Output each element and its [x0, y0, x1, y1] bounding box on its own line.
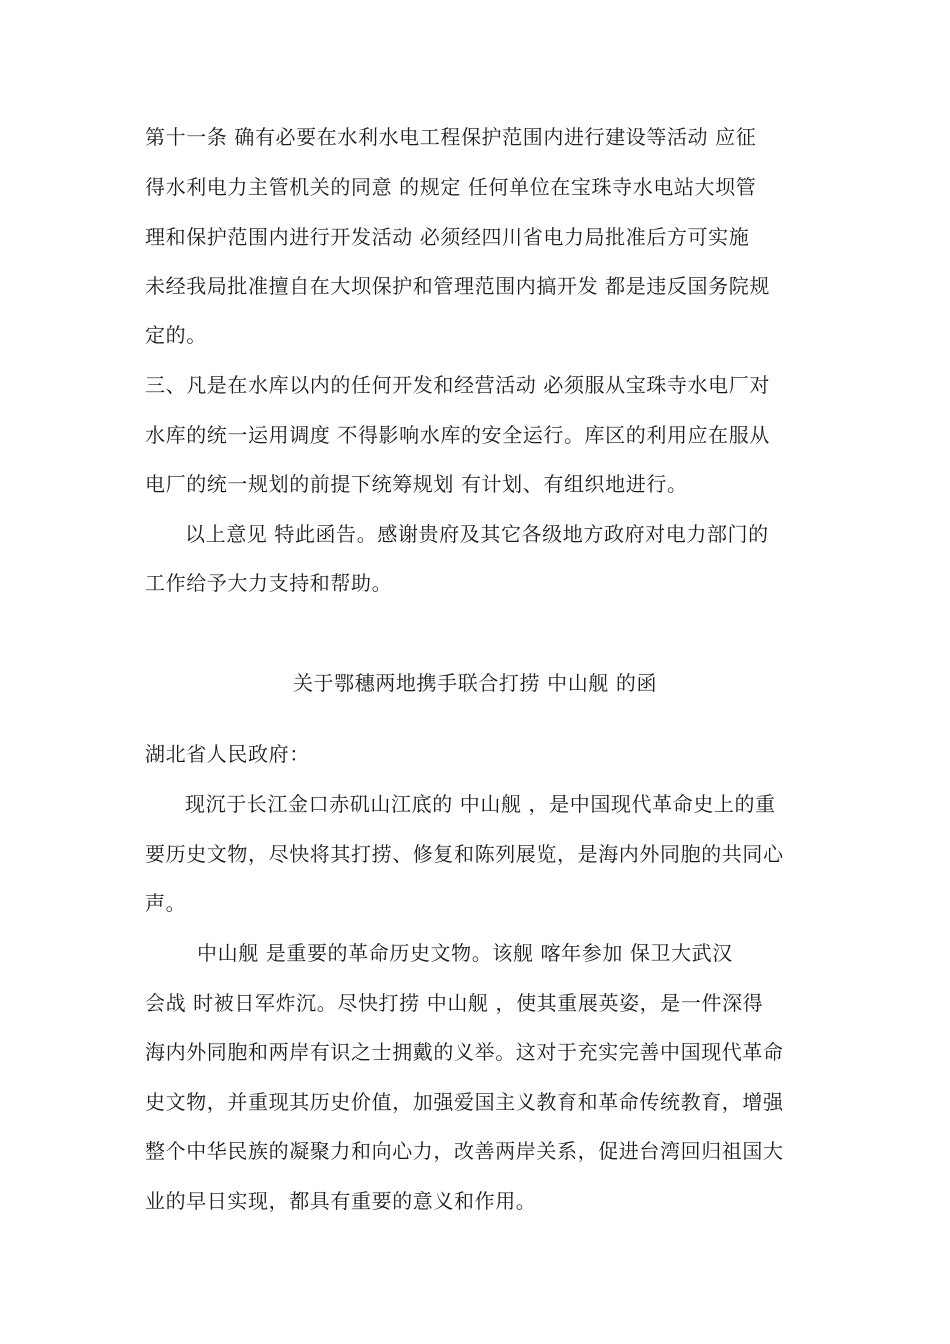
text-line: 会战 时被日军炸沉。尽快打捞 中山舰 ，使其重展英姿，是一件深得	[145, 991, 764, 1015]
text-line: 水库的统一运用调度 不得影响水库的安全运行。库区的利用应在服从	[145, 423, 770, 447]
text-line: 海内外同胞和两岸有识之士拥戴的义举。这对于充实完善中国现代革命	[145, 1040, 784, 1064]
text-line: 得水利电力主管机关的同意 的规定 任何单位在宝珠寺水电站大坝管	[145, 175, 757, 199]
text-line: 声。	[145, 891, 187, 915]
text-line: 现沉于长江金口赤矶山江底的 中山舰 ，是中国现代革命史上的重	[185, 792, 776, 816]
text-line: 定的。	[145, 323, 207, 347]
text-line: 史文物，并重现其历史价值，加强爱国主义教育和革命传统教育，增强	[145, 1090, 784, 1114]
text-line: 三、凡是在水库以内的任何开发和经营活动 必须服从宝珠寺水电厂对	[145, 373, 770, 397]
text-line: 中山舰 是重要的革命历史文物。该舰 喀年参加 保卫大武汉	[197, 941, 733, 965]
text-line: 业的早日实现，都具有重要的意义和作用。	[145, 1189, 537, 1213]
salutation: 湖北省人民政府：	[145, 742, 310, 766]
text-line: 第十一条 确有必要在水利水电工程保护范围内进行建设等活动 应征	[145, 125, 757, 149]
text-line: 要历史文物，尽快将其打捞、修复和陈列展览，是海内外同胞的共同心	[145, 842, 784, 866]
text-line: 以上意见 特此函告。感谢贵府及其它各级地方政府对电力部门的	[185, 522, 769, 546]
text-line: 理和保护范围内进行开发活动 必须经四川省电力局批准后方可实施	[145, 225, 750, 249]
text-line: 工作给予大力支持和帮助。	[145, 571, 393, 595]
text-line: 未经我局批准擅自在大坝保护和管理范围内搞开发 都是违反国务院规	[145, 274, 770, 298]
text-line: 整个中华民族的凝聚力和向心力，改善两岸关系，促进台湾回归祖国大	[145, 1139, 784, 1163]
text-line: 电厂的统一规划的前提下统筹规划 有计划、有组织地进行。	[145, 472, 688, 496]
letter-title: 关于鄂穗两地携手联合打捞 中山舰 的函	[292, 671, 658, 695]
